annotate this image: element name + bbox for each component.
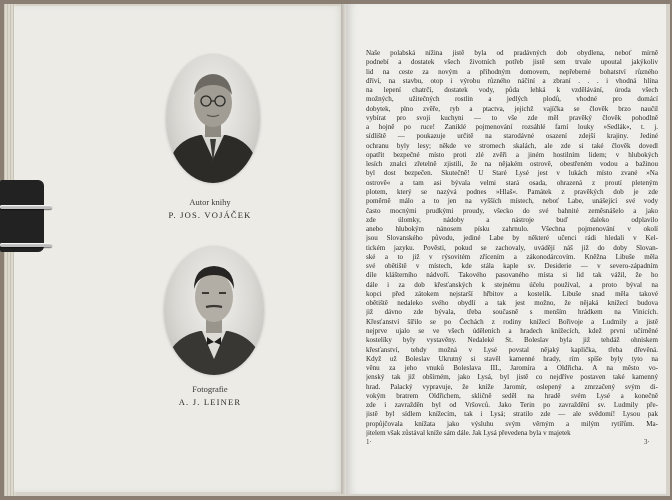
text-line: anebo hlubokým nánosem písku zahrnulo. Všechna pojmenování v okolí [366,225,658,234]
text-line: často mocnými prudkými proudy, všecko do své bahnité zeměsnášelo a jako [366,206,658,215]
text-line: zde i zavražděn byl od Vršovců. Jako Terin po zavraždění sv. Ludmily pře- [366,401,658,410]
binder-clip-wire-bottom [0,243,52,247]
text-line: lesích znalci zřetelně zjistili, že na nějakém ostrově, obestřeném vodou a bažinou [366,160,658,169]
text-line: své obětiště v místech, kde stála kaple sv. Desiderie — v severo-západním [366,262,658,271]
text-line: Křesťanství šířilo se po Čechách z rodiny knížecí Bořivoje a Ludmily a jistě [366,317,658,326]
text-line: ské a to již v rýsovitém zřícením a zákonodárcovím. Kněžna Libuše měla [366,252,658,261]
author-caption: Autor knihy [189,197,231,207]
text-line: nejprve ujalo se ve všech úděleních a hradech knížecích, kdež první učírněné [366,326,658,335]
text-line: ochranu byly lesy; někde ve stromech skalách, ale zde si také člověk dovedl [366,141,658,150]
photographer-caption: Fotografie [192,384,228,394]
text-line: hrad. Palacký vypravuje, že kníže Jaromír, oslepený a zmrzačený svým di- [366,382,658,391]
text-line: věnu za jeho vnuků Boleslava III., Jaromíra a Oldřicha. A na město vo- [366,364,658,373]
right-page-number: 3· [644,438,650,446]
text-line: plotem, který se nazývá podnes »Hlaš«. Památek z pravěkých dob je zde [366,187,658,196]
text-line: byl dost bezpečen. Skutečně! U Staré Lysé jest v lukách místo zvané »Na [366,169,658,178]
text-line: na lepení chatrčí, dostatek vody, půda lehká k vzdělávání, úroda všech [366,86,658,95]
author-portrait [166,55,260,183]
text-line: jitelem však zůstával kníže sám dále. Jak Lysá převedena byla v majetek [366,428,571,437]
text-line: jenský tak již obšírném, jako Lysá, byl jistě co nejdříve postaven také kamenný [366,373,658,382]
text-line: zde úlomky, nádoby a nástroje buď daleko odplavilo [366,215,658,224]
text-line: ostrově« a tam asi bývala velmi stará osada, ohrazená z proutí pleteným [366,178,658,187]
text-line: dobytek, plno zvěře, ryb a ptactva, jejichž vajíčka se člověk brzo naučil [366,104,658,113]
photographer-name: A. J. LEINER [178,397,242,407]
text-line: poměrně málo a to jen na vyšších místech, neboť Labe, unášející své vody [366,197,658,206]
text-line: lid na ceste za novým a přihodným domovem, nepřeberné bohatství různého [366,67,658,76]
text-line: Naše polabská nížina jistě byla od pradávných dob obydlena, neboť mírně [366,49,658,57]
text-line: již dávno zde bývala, třeba současně s menším hrádkem na Vinicích. [366,308,658,317]
text-line: kopci před zátokem nejstarší hřbitov a kostelík. Libuše snad měla takové [366,289,658,298]
text-line: sídliště — poukazuje určitě na starodávné osazení zdejší krajiny. Jediné [366,132,658,141]
text-line: křesťanství, tehdy možná v Lysé povstal nějaký kaplička, třeba dřevěná. [366,345,658,354]
text-line: a hojně po ruce! Zaniklé pojmenování rozsáhlé farní louky »Sedlák«, t. j. [366,123,658,132]
text-line: vokým bratrem Oldřichem, skličně seděl na hradě svém Lysé a konečně [366,391,658,400]
text-line: dále i za dob křesťanských k stejnému účelu používal, a proto býval na [366,280,658,289]
text-line: možných, užitečných rostlin a jedlých plodů, vhodné pro domácí [366,95,658,104]
text-line: tickém jazyku. Pověsti, pokud se zachovaly, uvádějí náš již do doby Slovan- [366,243,658,252]
text-line: jsou Slovanského původu, jediné Labe by některé učenci rádi hledali v Kel- [366,234,658,243]
text-line: jistě byl sídlem knížecím, tak i Lysá; stratilo zde — ale svědomí! Lysou pak [366,410,658,419]
binder-clip-wire-top [0,205,52,209]
text-line: obětiště nedaleko svého obydlí a tak jest možno, že nějaká knížecí budova [366,299,658,308]
text-line: dříví, na stavbu, otop i výrobu různého náčiní a zbraní . . . i vhodná hlína [366,76,658,85]
left-page-number: 1· [366,438,372,446]
text-line: podnebí a dostatek všech životních potřeb jistě sem trvale upoutal jakýkoliv [366,58,658,67]
photographer-portrait [164,247,264,375]
text-line: propůjčovala knížata jako výsluhu svým věrným a milým rytířům. Ma- [366,419,658,428]
author-name: P. JOS. VOJÁČEK [168,210,252,220]
text-line: opatřit bezpečné místo proti zlé zvěři a jiném hostilním lidem; v hlubokých [366,150,658,159]
text-line: Když už Boleslav Ukrutný si stavěl kamenné hrady, rím spíše byly tyto na [366,354,658,363]
text-line: vybírat pro svoji kuchyni — to vše zde měl pravěký člověk pohodlně [366,113,658,122]
text-line: díle klášterního nádvoří. Takového pasovaného místa si lid tak vážil, že ho [366,271,658,280]
text-line: kostelíky byly vystavěny. Nedaleké St. Boleslav byla již tehdáž ohniskem [366,336,658,345]
binder-clip-body [0,180,44,252]
body-text [366,49,658,438]
